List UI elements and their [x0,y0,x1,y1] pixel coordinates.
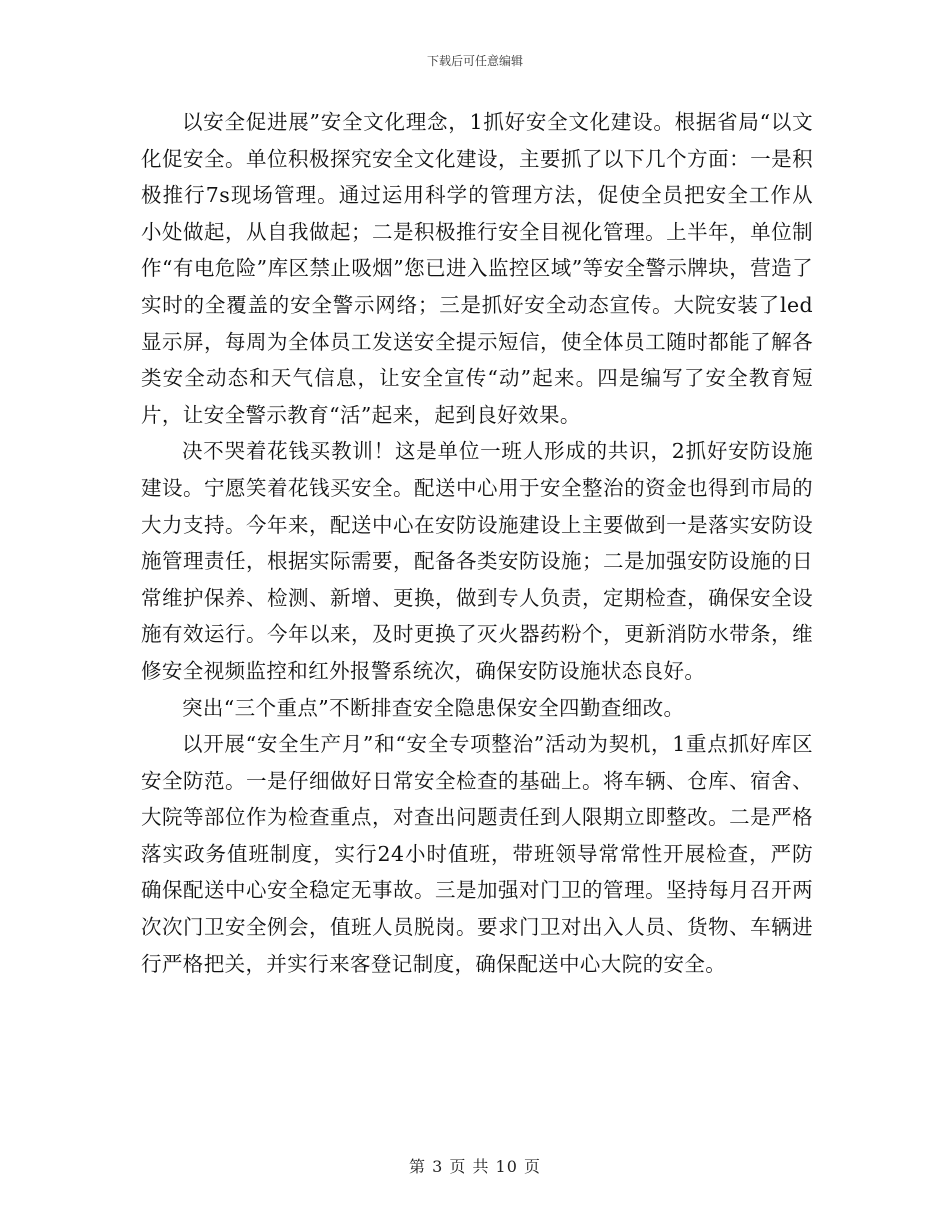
paragraph-security-facilities: 决不哭着花钱买教训！这是单位一班人形成的共识，2抓好安防设施建设。宁愿笑着花钱买安全。配送中心用于安全整治的资金也得到市局的大力支持。今年来，配送中心在安防设施建设上主要做到一是落实安防设施管理责任，根据实际需要，配备各类安防设施；二是加强安防设施的日常维护保养、检测、新增、更换，做到专人负责，定期检查，确保安全设施有效运行。今年以来，及时更换了灭火器药粉个，更新消防水带条，维修安全视频监控和红外报警系统次，确保安防设施状态良好。 [141,439,813,683]
paragraph-three-key-points: 突出“三个重点”不断排查安全隐患保安全四勤查细改。 [182,695,685,720]
paragraph-warehouse-security: 以开展“安全生产月”和“安全专项整治”活动为契机，1重点抓好库区安全防范。一是仔细做好日常安全检查的基础上。将车辆、仓库、宿舍、大院等部位作为检查重点，对查出问题责任到人限期立即整改。二是严格落实政务值班制度，实行24小时值班，带班领导常常性开展检查，严防确保配送中心安全稳定无事故。三是加强对门卫的管理。坚持每月召开两次次门卫安全例会，值班人员脱岗。要求门卫对出入人员、货物、车辆进行严格把关，并实行来客登记制度，确保配送中心大院的安全。 [141,732,813,976]
page-number: 第 3 页 共 10 页 [409,1157,541,1176]
document-body [141,104,813,982]
page-header: 下载后可任意编辑 [426,54,523,68]
paragraph-safety-culture: 以安全促进展”安全文化理念，1抓好安全文化建设。根据省局“以文化促安全。单位积极探究安全文化建设，主要抓了以下几个方面：一是积极推行7s现场管理。通过运用科学的管理方法，促使全员把安全工作从小处做起，从自我做起；二是积极推行安全目视化管理。上半年，单位制作“有电危险”库区禁止吸烟”您已进入监控区域”等安全警示牌块，营造了实时的全覆盖的安全警示网络；三是抓好安全动态宣传。大院安装了led显示屏，每周为全体员工发送安全提示短信，使全体员工随时都能了解各类安全动态和天气信息，让安全宣传“动”起来。四是编写了安全教育短片，让安全警示教育“活”起来，起到良好效果。 [141,110,813,427]
